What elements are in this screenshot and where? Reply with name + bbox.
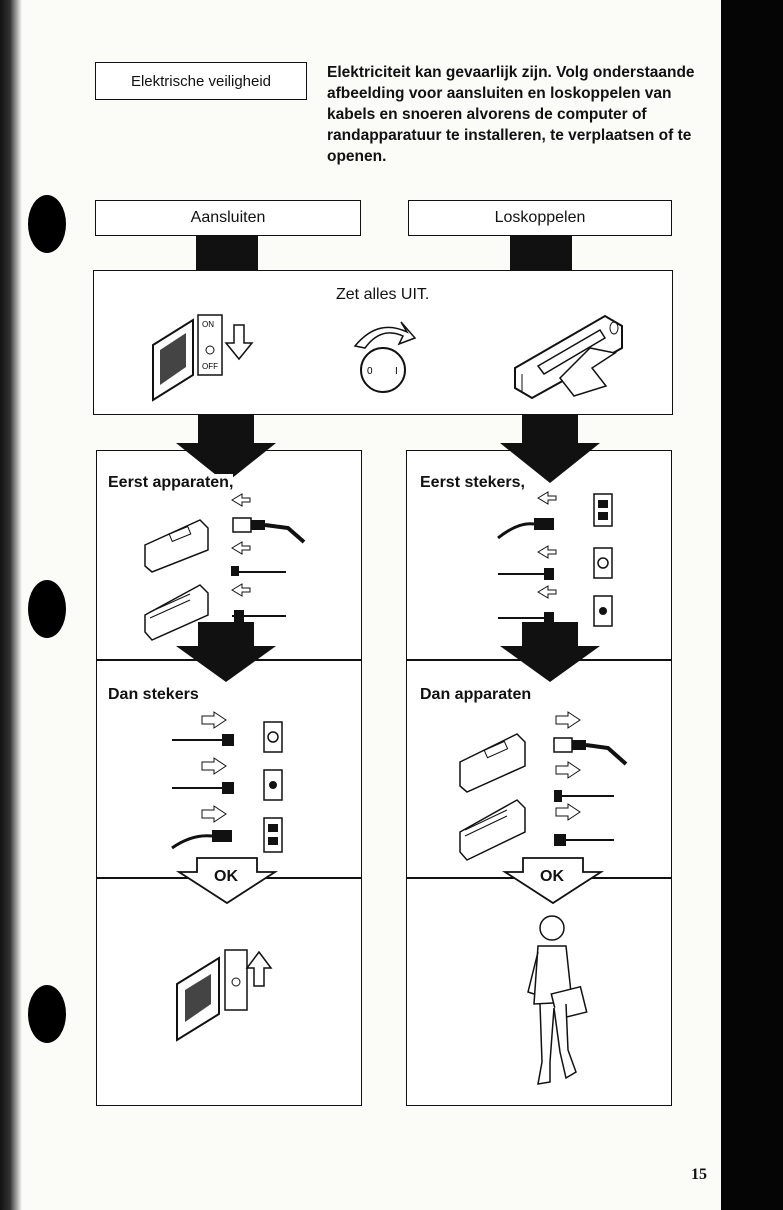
step-switch-off-label: Zet alles UIT. (336, 286, 430, 303)
devices-icon (140, 500, 215, 640)
devices-disconnect-icon (455, 712, 535, 862)
plugs-icon (172, 710, 252, 860)
cables-icon (228, 490, 308, 630)
header-disconnect (408, 200, 672, 236)
ok-label-left: OK (214, 868, 238, 885)
connector-bar-left (196, 236, 258, 272)
switch-on-text: ON (202, 320, 214, 329)
binding-hole (28, 195, 66, 253)
ok-label-right: OK (540, 868, 564, 885)
section-tag-label: Elektrische veiligheid (130, 72, 272, 90)
dial-on-mark: I (395, 366, 398, 377)
sockets-icon (262, 720, 286, 860)
binding-shadow (0, 0, 22, 1210)
person-carrying-icon (520, 912, 590, 1092)
connector-bar-right (510, 236, 572, 272)
drive-switch-icon (510, 308, 630, 400)
switch-off-text: OFF (202, 362, 218, 371)
intro-text: Elektriciteit kan gevaarlijk zijn. Volg onderstaande afbeelding voor aansluiten en loskoppelen van kabels en snoeren alvorens de computer of randapparatuur te installeren, te verplaatsen of te openen. (327, 64, 695, 165)
power-switch-icon (148, 305, 258, 405)
right-step1-label: Eerst stekers, (420, 474, 525, 491)
cables-disconnect-icon (552, 710, 632, 855)
power-switch-on-icon (175, 942, 275, 1042)
page-number: 15 (691, 1166, 707, 1183)
header-connect-label: Aansluiten (190, 209, 266, 226)
left-step1-label: Eerst apparaten, (108, 474, 234, 491)
header-disconnect-label: Loskoppelen (494, 209, 586, 226)
left-step2-label: Dan stekers (108, 686, 199, 703)
unplug-icon (498, 488, 628, 633)
section-tag (95, 62, 307, 100)
dial-off-mark: 0 (367, 366, 373, 377)
binding-hole (28, 985, 66, 1043)
page-edge-band (721, 0, 783, 1210)
rotary-switch-icon (343, 318, 418, 396)
right-step2-label: Dan apparaten (420, 686, 532, 703)
header-connect (95, 200, 361, 236)
binding-hole (28, 580, 66, 638)
